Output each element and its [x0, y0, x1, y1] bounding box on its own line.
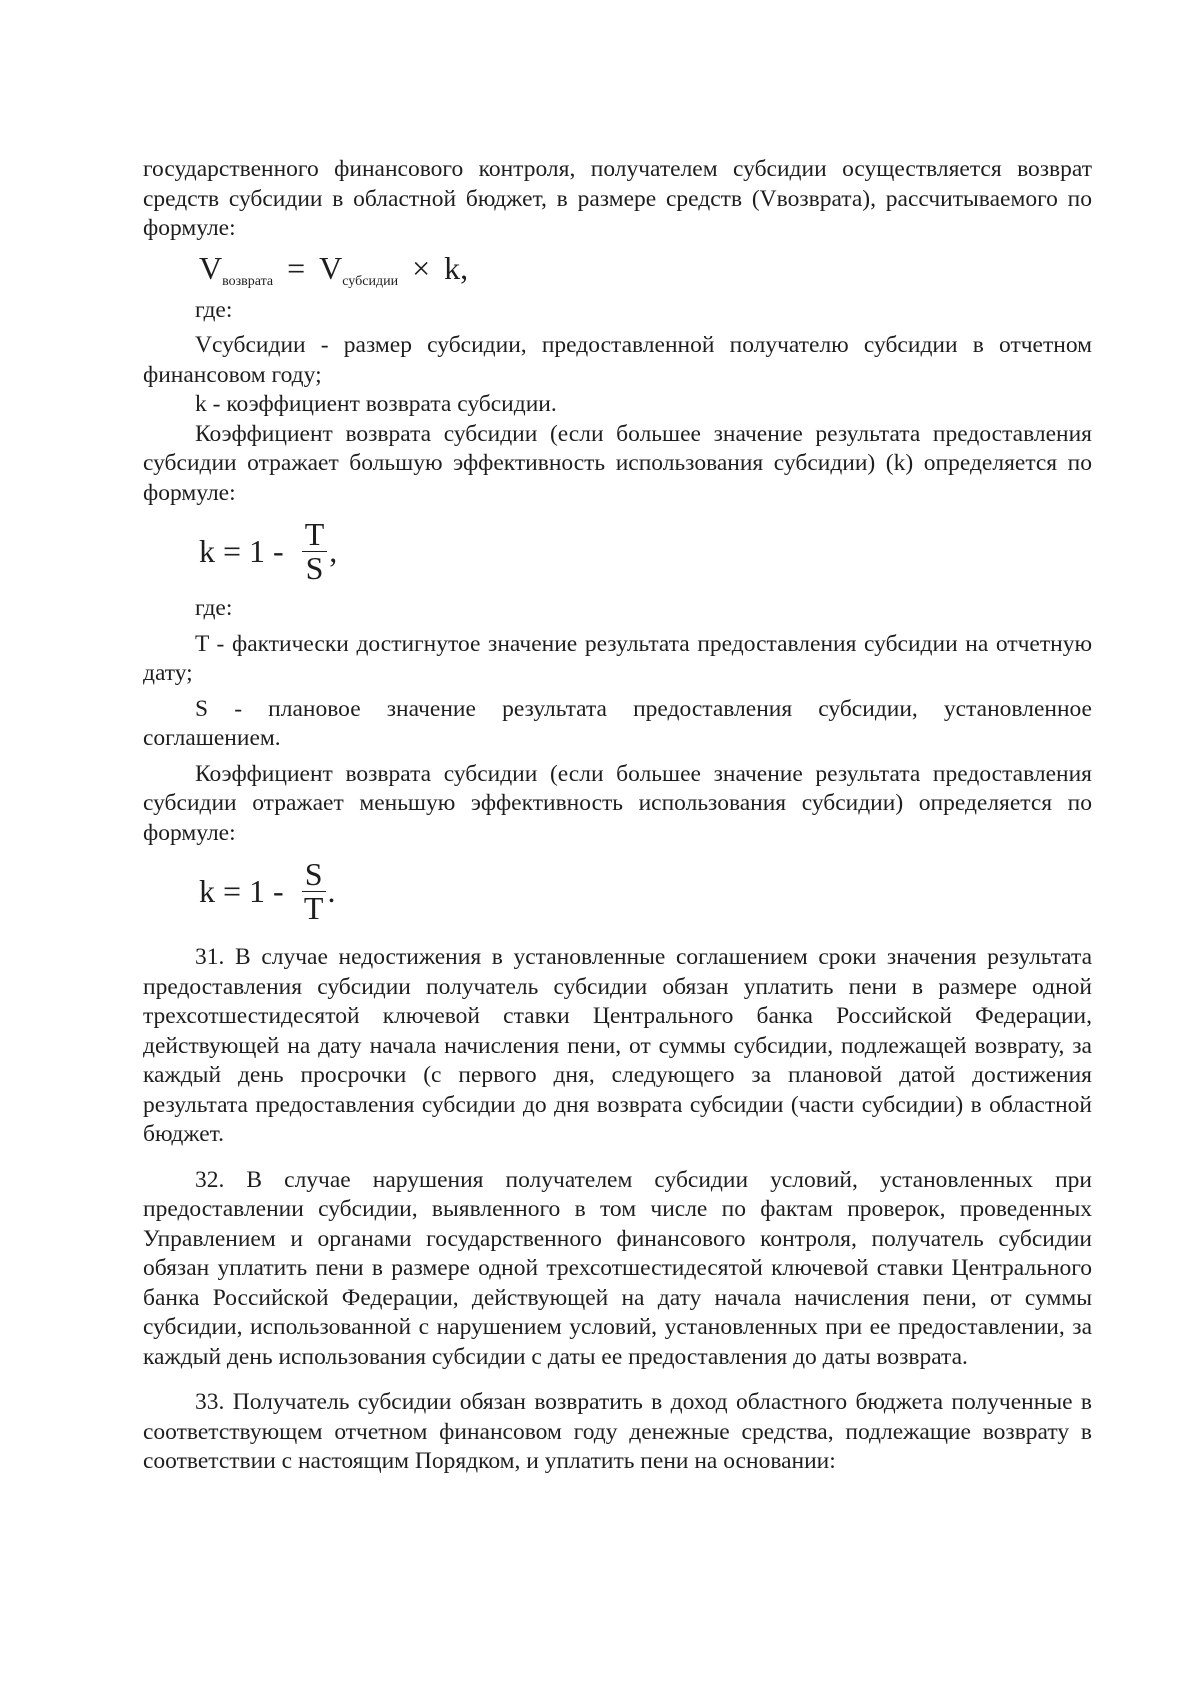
formula-equals: = — [287, 249, 306, 286]
formula-coefficient-1-lhs: k = 1 - — [199, 533, 284, 569]
formula-return-amount — [199, 248, 1092, 296]
formula-coefficient-1-comma: , — [329, 533, 338, 569]
paragraph-32: 32. В случае нарушения получателем субсидии условий, установленных при предоставлении субсидии, выявленного в том числе по фактам проверок, проведенных Управлением и органами государственного финансового контроля, получатель субсидии обязан уплатить пени в размере одной трехсотшестидесятой ключевой ставки Центрального банка Российской Федерации, действующей на дату начала начисления пени, от суммы субсидии, использованной с нарушением условий, установленных при ее предоставлении, за каждый день использования субсидии с даты ее предоставления до даты возврата. — [143, 1166, 1092, 1370]
formula-v-subsidy: V — [319, 249, 343, 286]
fraction-s-over-t — [302, 855, 326, 926]
fraction-denominator: S — [305, 549, 324, 586]
fraction-numerator: T — [302, 518, 328, 552]
paragraph-intro: государственного финансового контроля, получателем субсидии осуществляется возврат средств субсидии в областной бюджет, в размере средств (Vвозврата), рассчитываемого по формуле: — [143, 156, 1092, 241]
formula-times: × — [412, 249, 431, 286]
formula-k: k, — [444, 249, 469, 286]
formula-v-return: V — [199, 249, 223, 286]
formula-coefficient-1 — [199, 508, 1092, 594]
paragraph-33: 33. Получатель субсидии обязан возвратить в доход областного бюджета полученные в соответствующем отчетном финансовом году денежные средства, подлежащие возврату в соответствии с настоящим Порядком, и уплатить пени на основании: — [143, 1389, 1092, 1474]
fraction-numerator: S — [302, 858, 326, 892]
t-definition: T - фактически достигнутое значение результата предоставления субсидии на отчетную дату; — [143, 630, 1092, 686]
coefficient-paragraph-2: Коэффициент возврата субсидии (если большее значение результата предоставления субсидии отражает меньшую эффективность использования субсидии) определяется по формуле: — [143, 760, 1092, 846]
formula-coefficient-2-lhs: k = 1 - — [199, 873, 284, 909]
vsubsidy-definition: Vсубсидии - размер субсидии, предоставленной получателю субсидии в отчетном финансовом году; — [143, 332, 1092, 388]
formula-coefficient-2-period: . — [327, 873, 336, 909]
where-label-1: где: — [195, 296, 233, 323]
paragraph-31: 31. В случае недостижения в установленные соглашением сроки значения результата предоставления субсидии получатель субсидии обязан уплатить пени в размере одной трехсотшестидесятой ключевой ставки Центрального банка Российской Федерации, действующей на дату начала начисления пени, от суммы субсидии, подлежащей возврату, за каждый день просрочки (с первого дня, следующего за плановой датой достижения результата предоставления субсидии до дня возврата субсидии (части субсидии) в областной бюджет. — [143, 944, 1092, 1147]
fraction-denominator: T — [303, 889, 324, 926]
fraction-t-over-s — [302, 515, 328, 586]
s-definition: S - плановое значение результата предоставления субсидии, установленное соглашением. — [143, 695, 1092, 751]
formula-sub-subsidy: субсидии — [342, 273, 399, 289]
where-label-2: где: — [195, 595, 233, 621]
coefficient-paragraph-1: Коэффициент возврата субсидии (если большее значение результата предоставления субсидии отражает большую эффективность использования субсидии) (k) определяется по формуле: — [143, 420, 1092, 506]
formula-sub-return: возврата — [222, 273, 274, 289]
k-definition: k - коэффициент возврата субсидии. — [195, 391, 557, 417]
formula-coefficient-2 — [199, 848, 1092, 934]
